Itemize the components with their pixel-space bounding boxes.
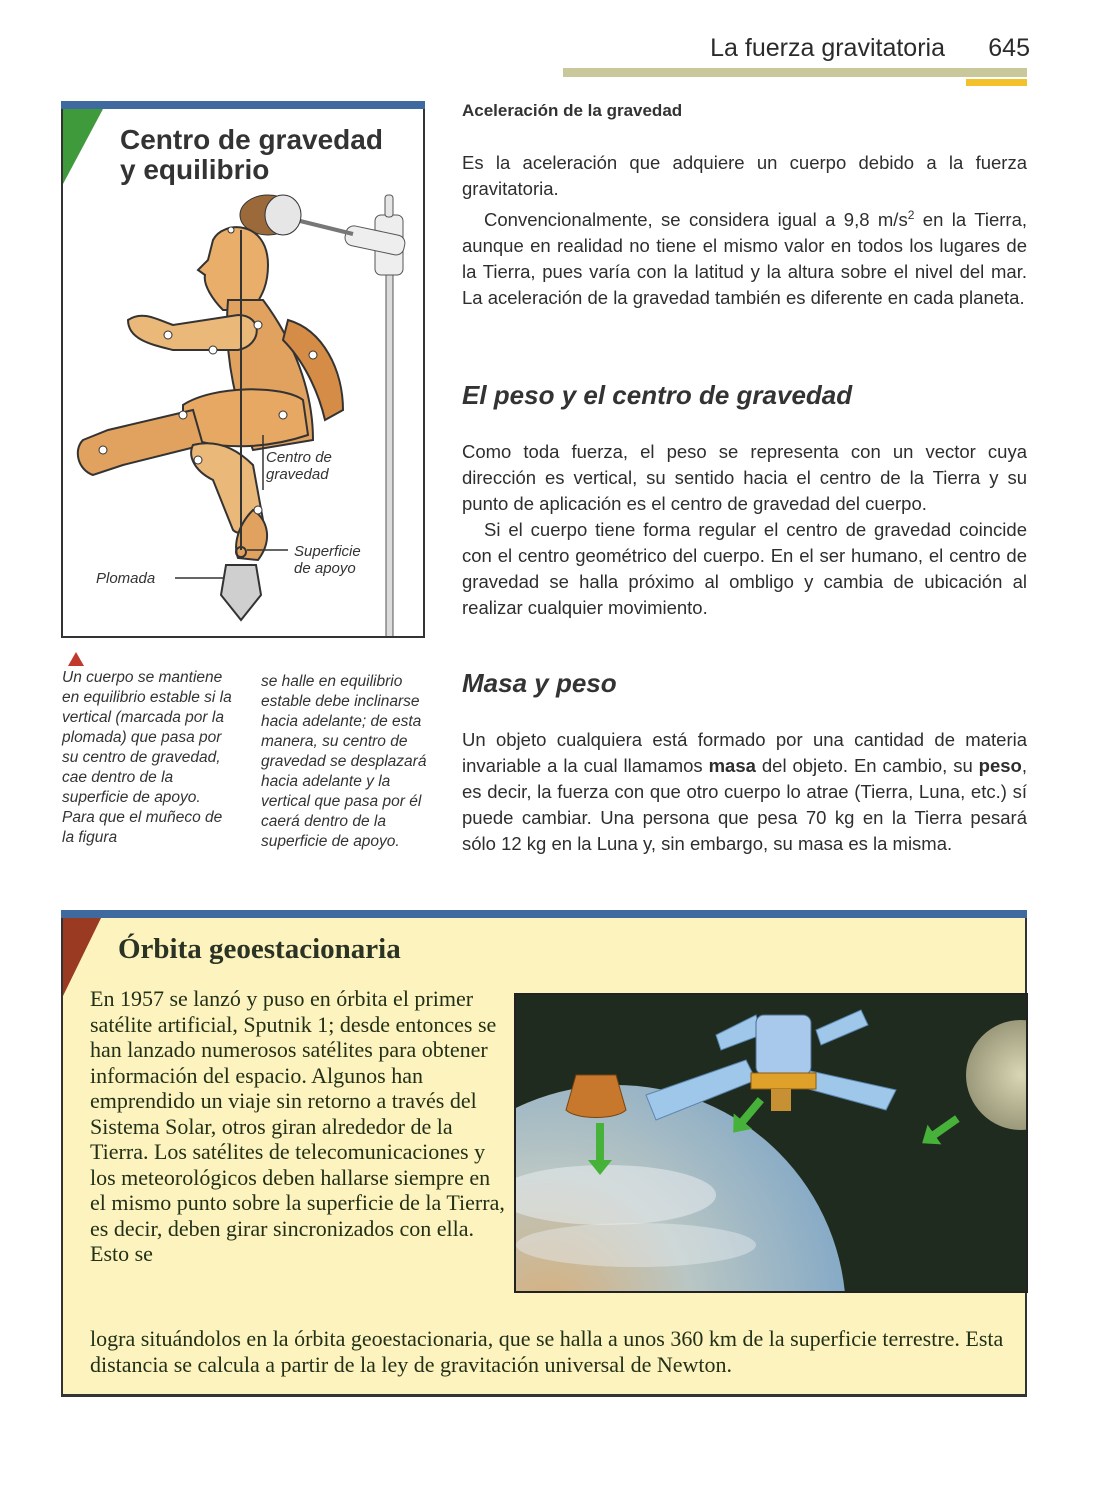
capsule	[566, 1075, 626, 1118]
term-masa: masa	[708, 755, 756, 776]
label-centro-de-gravedad	[266, 449, 332, 483]
figure-title-line1: Centro de gravedad	[120, 124, 383, 155]
caption-column-2: se halle en equilibrio estable debe inclinarse hacia adelante; de esta manera, su centro de gravedad se desplazará hacia adelante y la vertical que pasa por él caerá dentro de la superficie de apoyo.	[261, 673, 427, 850]
paragraph-peso-1: Como toda fuerza, el peso se representa con un vector cuya dirección es vertical, su sentido hacia el centro de la Tierra y su punto de aplicación es el centro de gravedad del cuerpo.	[462, 441, 1027, 514]
header-accent-bar	[966, 79, 1027, 86]
mannequin-head	[198, 227, 268, 310]
mannequin-front-arm	[128, 315, 257, 350]
orbita-corner-triangle	[63, 918, 101, 996]
plumb-bob	[221, 565, 261, 620]
label-superficie-line1: Superficie	[294, 543, 361, 560]
section-aceleracion	[462, 101, 1027, 311]
text-fragment: Convencionalmente, se considera igual a 9,8 m/s	[484, 209, 908, 231]
running-title: La fuerza gravitatoria	[710, 34, 945, 62]
section-masa-peso	[462, 668, 1027, 857]
heading-peso-centro: El peso y el centro de gravedad	[462, 380, 853, 410]
paragraph-aceleracion-1: Es la aceleración que adquiere un cuerpo debido a la fuerza gravitatoria.	[462, 152, 1027, 199]
superscript: 2	[907, 208, 915, 222]
figure-corner-triangle	[63, 109, 103, 184]
figure-title-line2: y equilibrio	[120, 154, 270, 185]
running-header	[560, 30, 1030, 70]
page-number: 645	[988, 34, 1030, 62]
text-fragment: , es decir, la fuerza con que otro cuerpo lo atrae (Tierra, Luna, etc.) sí puede cambiar. Una persona que pesa 70 kg en la Tierra pesará sólo 12 kg en la Luna y, sin embargo, su masa es la misma.	[462, 755, 1027, 854]
orbita-title: Órbita geoestacionaria	[118, 933, 401, 965]
subhead-aceleracion: Aceleración de la gravedad	[462, 101, 683, 120]
label-plomada: Plomada	[96, 570, 156, 587]
text-fragment: en la Tierra, aunque en realidad no tiene el mismo valor en todos los lugares de la Tierra, pues varía con la latitud y la altura sobre el nivel del mar. La aceleración de la gravedad también es diferente en cada planeta.	[462, 209, 1027, 309]
paragraph-aceleracion-2	[462, 202, 1027, 311]
orbita-text-full: logra situándolos en la órbita geoestacionaria, que se halla a unos 360 km de la superficie terrestre. Esta distancia se calcula a partir de la ley de gravitación universal de Newton.	[90, 1326, 1004, 1377]
orbita-text-left: En 1957 se lanzó y puso en órbita el primer satélite artificial, Sputnik 1; desde entonces se han lanzado numerosos satélites para obtener información del espacio. Algunos han emprendido un viaje sin retorno a través del Sistema Solar, otros giran alrededor de la Tierra. Los satélites de telecomunicaciones y los meteorológicos deben hallarse siempre en el mismo punto sobre la superficie de la Tierra, es decir, deben girar sincronizados con ella. Esto se	[90, 986, 505, 1266]
space-scene	[516, 995, 1026, 1291]
heading-masa-peso: Masa y peso	[462, 668, 617, 698]
label-superficie-line2: de apoyo	[294, 560, 356, 577]
text-fragment: del objeto. En cambio, su	[755, 755, 979, 776]
term-peso: peso	[978, 755, 1022, 776]
figure-top-bar	[61, 101, 425, 109]
label-superficie-de-apoyo	[294, 543, 361, 577]
header-rule	[563, 68, 1027, 77]
orbita-top-bar	[61, 910, 1027, 918]
caption-column-1: Un cuerpo se mantiene en equilibrio estable si la vertical (marcada por la plomada) que pasa por su centro de gravedad, cae dentro de la superficie de apoyo. Para que el muñeco de la figura	[62, 669, 232, 846]
label-centro-line1: Centro de	[266, 449, 332, 466]
figure-title	[120, 125, 383, 185]
satellite-earth-illustration	[514, 993, 1028, 1293]
paragraph-peso-2: Si el cuerpo tiene forma regular el centro de gravedad coincide con el centro geométrico del cuerpo. En el ser humano, el centro de gravedad se halla próximo al ombligo y cambia de ubicación al realizar cualquier movimiento.	[462, 519, 1027, 618]
mannequin-left-leg	[78, 410, 203, 475]
text-fragment: Un objeto cualquiera está formado por una cantidad de materia invariable a la cual llamamos	[462, 729, 1027, 776]
caption-arrow-icon	[68, 652, 84, 666]
paragraph-masa	[462, 727, 1027, 857]
section-peso-centro	[462, 380, 1027, 621]
label-centro-line2: gravedad	[266, 466, 329, 483]
